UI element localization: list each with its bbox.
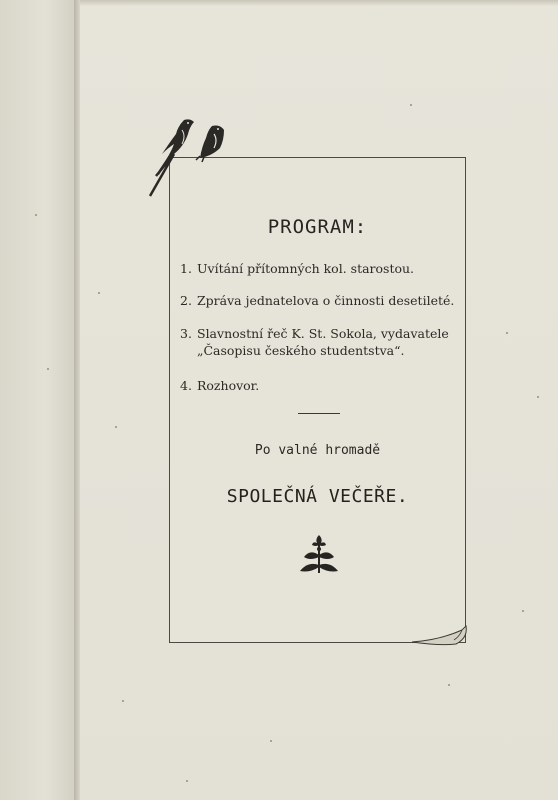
item-number: 2.: [180, 293, 192, 308]
swallows-illustration: [144, 116, 234, 198]
paper-speck: [98, 292, 100, 294]
item-text-continuation: „Časopisu českého studentstva“.: [197, 343, 405, 358]
paper-speck: [122, 700, 124, 702]
program-title: PROGRAM:: [267, 216, 368, 238]
program-item-2: [180, 292, 454, 309]
program-item-3: [180, 325, 449, 359]
page-curl-decoration: [410, 622, 470, 648]
item-text: Uvítání přítomných kol. starostou.: [197, 261, 415, 276]
paper-speck: [448, 684, 450, 686]
floral-ornament-icon: [298, 533, 340, 577]
paper-speck: [537, 396, 539, 398]
item-text: Rozhovor.: [197, 378, 260, 393]
after-meeting-text: Po valné hromadě: [254, 443, 381, 458]
left-page-margin: [0, 0, 76, 800]
paper-speck: [506, 332, 508, 334]
page-top-edge: [80, 0, 558, 6]
paper-speck: [47, 368, 49, 370]
paper-speck: [270, 740, 272, 742]
program-item-1: [180, 260, 414, 277]
paper-speck: [115, 426, 117, 428]
item-number: 1.: [180, 261, 192, 276]
item-number: 4.: [180, 378, 192, 393]
program-item-4: [180, 377, 259, 394]
item-text: Zpráva jednatelova o činnosti desetileté.: [197, 293, 455, 308]
paper-speck: [410, 104, 412, 106]
item-text: Slavnostní řeč K. St. Sokola, vydavatele: [197, 326, 449, 341]
paper-speck: [522, 610, 524, 612]
paper-speck: [35, 214, 37, 216]
paper-speck: [186, 780, 188, 782]
dinner-heading: SPOLEČNÁ VEČEŘE.: [226, 486, 409, 507]
item-number: 3.: [180, 326, 192, 341]
section-divider: [298, 413, 340, 414]
